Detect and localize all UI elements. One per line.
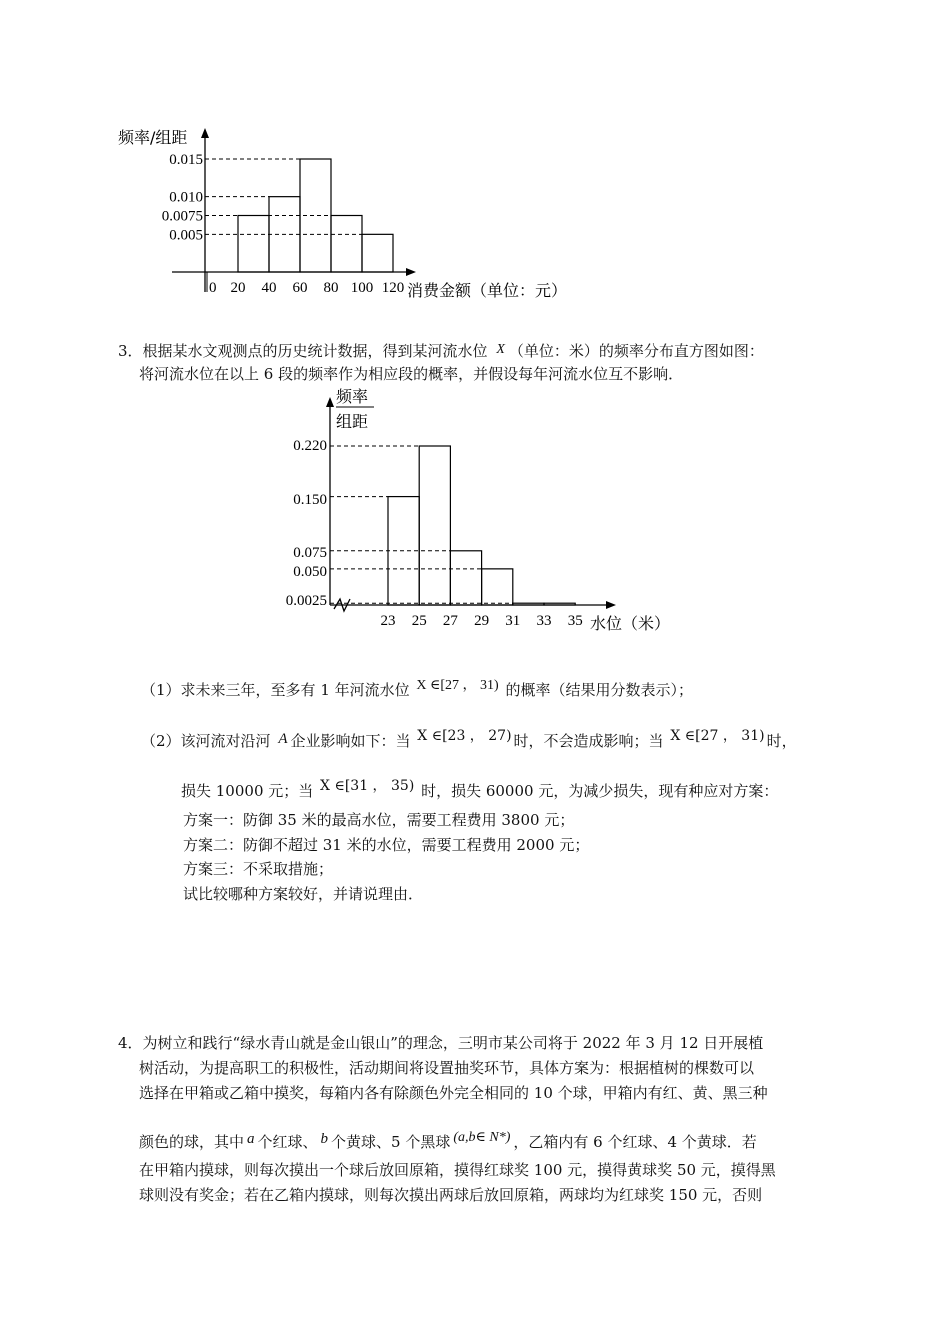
q3-sub2-math2: X ∈[27 ， 31): [670, 728, 765, 744]
q3-sub1-text-a: （1）求未来三年，至多有 1 年河流水位: [141, 681, 410, 699]
chart2-x-tick: 25: [411, 613, 427, 629]
q4-var-a: a: [247, 1131, 255, 1147]
q4-line5: 在甲箱内摸球，则每次摸出一个球后放回原箱，摸得红球奖 100 元，摸得黄球奖 50 元，摸得黑: [139, 1161, 776, 1179]
chart2-y-tick: 0.150: [293, 492, 327, 508]
q3-sub1-math: X ∈[27 ， 31): [416, 678, 499, 693]
water-level-histogram: [270, 385, 690, 635]
q3-sub2-math1: X ∈[23 ， 27): [417, 728, 512, 744]
chart2-x-arrow: [606, 601, 616, 609]
q3-line3-text-b: 时，损失 60000 元，为减少损失，现有种应对方案：: [421, 782, 779, 800]
chart1-y-arrow: [201, 128, 209, 138]
chart2-y-tick: 0.0025: [285, 593, 327, 609]
q3-sub2-text-d: 时，: [766, 732, 797, 750]
q4-line3: 选择在甲箱或乙箱中摸奖，每箱内各有除颜色外完全相同的 10 个球，甲箱内有红、黄、黑三种: [139, 1084, 768, 1102]
chart1-x-arrow: [406, 268, 416, 276]
chart2-bar: [482, 569, 513, 605]
chart2-x-tick: 29: [474, 613, 490, 629]
chart2-y-tick: 0.075: [293, 545, 327, 561]
q3-sub1: [141, 676, 693, 700]
q3-line1: [118, 340, 764, 361]
chart2-xlabel: 水位（米）: [590, 614, 671, 633]
chart1-y-tick: 0.010: [169, 189, 203, 206]
q3-line3-text-a: 损失 10000 元；当: [181, 782, 314, 800]
q3-sub2-text-a: （2）该河流对沿河: [141, 732, 271, 750]
chart1-bar: [331, 216, 362, 273]
q3-sub1-text-b: 的概率（结果用分数表示）；: [505, 681, 694, 699]
chart2-ylabel-top: 频率: [336, 387, 369, 406]
consumption-histogram: [110, 120, 610, 310]
chart2-x-tick: 31: [505, 613, 521, 629]
q4-l4-text-d: ，乙箱内有 6 个红球、4 个黄球．若: [513, 1133, 757, 1151]
chart1-x-tick: 120: [381, 280, 405, 296]
q4-l4-text-c: 个黄球、5 个黑球: [331, 1133, 451, 1151]
q3-sub2-line2: [181, 776, 778, 801]
q3-line2: 将河流水位在以上 6 段的频率作为相应段的概率，并假设每年河流水位互不影响．: [139, 365, 684, 383]
q4-line2: 树活动，为提高职工的积极性，活动期间将设置抽奖环节，具体方案为：根据植树的棵数可以: [139, 1059, 755, 1077]
q4-l1-text: 为树立和践行“绿水青山就是金山银山”的理念，三明市某公司将于 2022 年 3 月 12 日开展植: [142, 1034, 764, 1052]
chart1-y-tick: 0.0075: [161, 208, 203, 225]
chart2-bar: [419, 446, 450, 605]
chart2-bar: [544, 603, 575, 605]
chart1-y-tick: 0.005: [169, 227, 203, 244]
q4-l4-math: (a,b∈ N*): [453, 1130, 511, 1145]
q3-text-a: 根据某水文观测点的历史统计数据，得到某河流水位: [142, 342, 488, 360]
chart2-y-arrow: [326, 397, 334, 407]
q3-ask: 试比较哪种方案较好，并请说理由．: [183, 885, 424, 903]
q3-plan2: 方案二：防御不超过 31 米的水位，需要工程费用 2000 元；: [183, 836, 590, 854]
q4-line1: [118, 1033, 763, 1053]
chart1-x-tick: 60: [292, 280, 308, 296]
q3-plan1: 方案一：防御 35 米的最高水位，需要工程费用 3800 元；: [183, 811, 575, 829]
chart1-x-tick: 80: [323, 280, 339, 296]
chart2-x-tick: 33: [536, 613, 552, 629]
q4-number: 4．: [118, 1034, 143, 1052]
chart1-x-tick: 0: [209, 280, 217, 296]
q3-text-b: （单位：米）的频率分布直方图如图：: [508, 342, 764, 360]
chart1-xlabel: 消费金额（单位：元）: [407, 281, 568, 300]
chart2-x-tick: 23: [380, 613, 396, 629]
q3-plan3: 方案三：不采取措施；: [183, 860, 334, 878]
q3-number: 3．: [118, 342, 143, 360]
q3-sub2-text-c: 时，不会造成影响；当: [513, 732, 664, 750]
q4-l4-text-b: 个红球、: [257, 1133, 318, 1151]
chart1-ylabel: 频率/组距: [118, 128, 188, 147]
chart2-x-tick: 27: [442, 613, 458, 629]
q3-sub2-text-b: 企业影响如下：当: [290, 732, 411, 750]
chart1-x-tick: 100: [350, 280, 374, 296]
chart1-x-tick: 20: [230, 280, 246, 296]
chart1-bar: [238, 216, 269, 273]
chart1-x-tick: 40: [261, 280, 277, 296]
q4-line6: 球则没有奖金；若在乙箱内摸球，则每次摸出两球后放回原箱，两球均为红球奖 150 元，否则: [139, 1186, 763, 1204]
q3-var-x: X: [496, 342, 505, 357]
chart2-axis-break: [334, 599, 350, 611]
q4-line4: [139, 1128, 757, 1152]
chart2-bar: [513, 603, 544, 605]
chart2-x-tick: 35: [567, 613, 583, 629]
q3-var-a: A: [278, 731, 288, 747]
q4-var-b: b: [320, 1131, 329, 1147]
q4-l4-text-a: 颜色的球，其中: [139, 1133, 245, 1151]
chart2-y-tick: 0.050: [293, 564, 327, 580]
q3-line3-math: X ∈[31 ， 35): [320, 778, 415, 794]
chart2-ylabel-bottom: 组距: [336, 412, 369, 431]
chart1-bar: [362, 234, 393, 272]
q3-sub2: [141, 726, 797, 751]
chart1-y-tick: 0.015: [169, 152, 203, 168]
chart2-y-tick: 0.220: [293, 438, 327, 454]
chart2-bar: [450, 551, 481, 605]
